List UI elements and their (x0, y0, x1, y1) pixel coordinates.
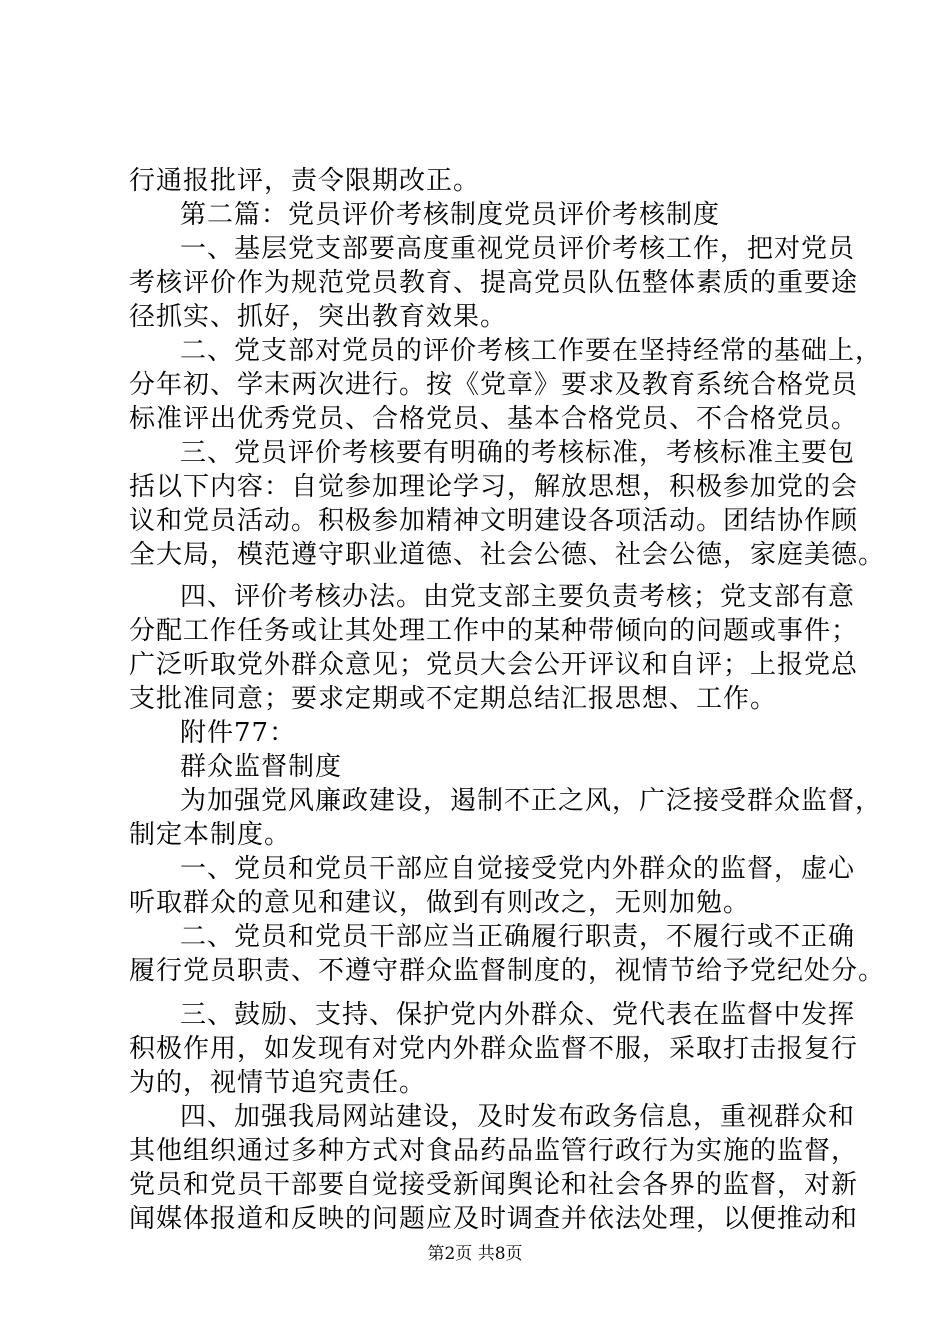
text-line: 径抓实、抓好，突出教育效果。 (129, 302, 508, 332)
text-line: 党员和党员干部要自觉接受新闻舆论和社会各界的监督，对新 (129, 1170, 859, 1200)
text-line: 行通报批评，责令限期改正。 (129, 166, 481, 196)
text-line: 履行党员职责、不遵守群众监督制度的，视情节给予党纪处分。 (129, 956, 886, 986)
text-line: 为的，视情节追究责任。 (129, 1068, 427, 1098)
text-line: 为加强党风廉政建设，遏制不正之风，广泛接受群众监督， (180, 786, 883, 816)
text-line: 全大局，模范遵守职业道德、社会公德、社会公德，家庭美德。 (129, 540, 886, 570)
text-line: 三、党员评价考核要有明确的考核标准，考核标准主要包 (180, 438, 856, 468)
text-line: 考核评价作为规范党员教育、提高党员队伍整体素质的重要途 (129, 268, 859, 298)
text-line: 积极作用，如发现有对党内外群众监督不服，采取打击报复行 (129, 1034, 859, 1064)
text-line: 一、党员和党员干部应自觉接受党内外群众的监督，虚心 (180, 854, 856, 884)
text-line: 议和党员活动。积极参加精神文明建设各项活动。团结协作顾 (129, 506, 859, 536)
text-line: 分年初、学末两次进行。按《党章》要求及教育系统合格党员 (129, 370, 859, 400)
text-line: 听取群众的意见和建议，做到有则改之，无则加勉。 (129, 888, 751, 918)
text-line: 三、鼓励、支持、保护党内外群众、党代表在监督中发挥 (180, 1000, 856, 1030)
text-line: 广泛听取党外群众意见；党员大会公开评议和自评；上报党总 (129, 650, 859, 680)
text-line: 四、评价考核办法。由党支部主要负责考核；党支部有意 (180, 582, 856, 612)
text-line: 二、党员和党员干部应当正确履行职责，不履行或不正确 (180, 922, 856, 952)
section-heading: 第二篇：党员评价考核制度党员评价考核制度 (180, 200, 721, 230)
text-line: 分配工作任务或让其处理工作中的某种带倾向的问题或事件； (129, 616, 859, 646)
text-line: 一、基层党支部要高度重视党员评价考核工作，把对党员 (180, 234, 856, 264)
text-line: 标准评出优秀党员、合格党员、基本合格党员、不合格党员。 (129, 404, 859, 434)
text-line: 括以下内容：自觉参加理论学习，解放思想，积极参加党的会 (129, 472, 859, 502)
text-line: 二、党支部对党员的评价考核工作要在坚持经常的基础上， (180, 336, 883, 366)
text-line: 闻媒体报道和反映的问题应及时调查并依法处理，以便推动和 (129, 1204, 859, 1234)
text-line: 四、加强我局网站建设，及时发布政务信息，重视群众和 (180, 1102, 856, 1132)
section-heading: 群众监督制度 (180, 752, 343, 782)
text-line: 支批准同意；要求定期或不定期总结汇报思想、工作。 (129, 684, 778, 714)
text-line: 其他组织通过多种方式对食品药品监管行政行为实施的监督， (129, 1136, 859, 1166)
attachment-label: 附件77： (180, 718, 297, 748)
text-line: 制定本制度。 (129, 820, 292, 850)
page-footer: 第2页 共8页 (427, 1244, 523, 1264)
